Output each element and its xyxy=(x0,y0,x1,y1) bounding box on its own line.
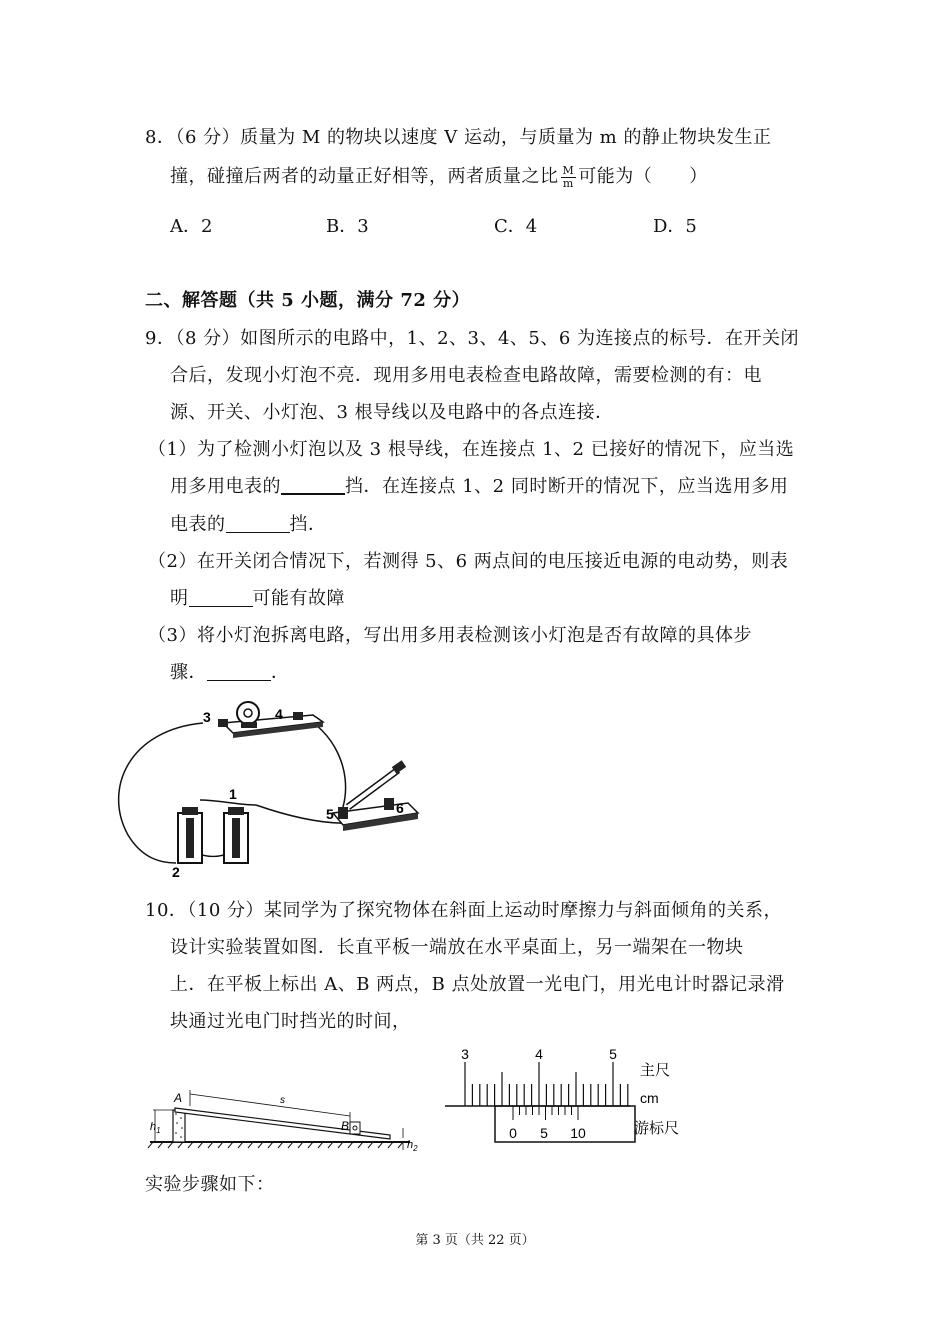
vernier-scale-label: 游标尺 xyxy=(634,1120,680,1137)
q9-p1-pre2: 电表的 xyxy=(170,514,226,535)
q9-p1-post: 挡．在连接点 1、2 同时断开的情况下，应当选用多用 xyxy=(345,476,789,497)
q8-line1 xyxy=(145,123,771,149)
battery-left-body xyxy=(186,818,194,858)
q8-line2 xyxy=(170,162,708,190)
q9-line2: 合后，发现小灯泡不亮．现用多用电表检查电路故障，需要检测的有：电 xyxy=(170,365,762,386)
label-b: B xyxy=(341,1119,350,1133)
q8-number: 8． xyxy=(145,127,176,148)
answer-blank-2[interactable] xyxy=(226,514,290,533)
label-a: A xyxy=(174,1091,183,1105)
q10-steps-label: 实验步骤如下： xyxy=(145,1174,275,1195)
vernier-tick-label-10: 10 xyxy=(570,1125,586,1141)
q9-p3-post: ． xyxy=(271,662,290,683)
label-h2: $h_2$ xyxy=(407,1139,418,1153)
frac-denominator: m xyxy=(562,176,574,190)
battery-right-cap xyxy=(228,807,244,815)
q9-part3-line1: （3）将小灯泡拆离电路，写出用多用表检测该小灯泡是否有故障的具体步 xyxy=(148,625,752,646)
q9-p2-pre: 明 xyxy=(170,588,189,609)
circuit-figure xyxy=(108,695,428,885)
answer-blank-4[interactable] xyxy=(207,662,271,681)
label-2: 2 xyxy=(172,864,180,880)
answer-blank-3[interactable] xyxy=(189,588,253,607)
label-s: s xyxy=(280,1095,285,1106)
q9-part1-line1: （1）为了检测小灯泡以及 3 根导线，在连接点 1、2 已接好的情况下，应当选 xyxy=(148,439,795,460)
answer-blank-1[interactable] xyxy=(281,475,345,495)
photogate xyxy=(350,1122,360,1134)
battery-left-cap xyxy=(182,807,198,815)
q8-option-a: A．2 xyxy=(170,216,213,237)
page-footer: 第 3 页（共 22 页） xyxy=(415,1233,535,1248)
q9-p2-post: 可能有故障 xyxy=(252,588,345,609)
lamp-filament xyxy=(244,709,252,717)
mass-ratio-fraction xyxy=(561,165,577,190)
q8-option-b: B．3 xyxy=(326,216,369,237)
main-tick-label-4: 4 xyxy=(535,1046,543,1062)
q9-part2-line2 xyxy=(170,584,345,610)
q8-text2: 撞，碰撞后两者的动量正好相等，两者质量之比 xyxy=(170,166,559,187)
lamp-base xyxy=(241,722,257,728)
terminal-5 xyxy=(338,807,348,819)
vernier-scale-ticks xyxy=(513,1106,578,1120)
q9-p3-pre: 骤． xyxy=(170,662,207,683)
wire-battery xyxy=(200,800,256,805)
main-tick-label-3: 3 xyxy=(461,1046,469,1062)
label-1: 1 xyxy=(229,786,237,802)
label-3: 3 xyxy=(203,709,211,725)
q8-text1: （6 分）质量为 M 的物块以速度 V 运动，与质量为 m 的静止物块发生正 xyxy=(175,127,772,148)
main-tick-label-5: 5 xyxy=(609,1046,617,1062)
battery-link xyxy=(202,855,224,857)
q8-text3: 可能为（ ） xyxy=(578,166,708,187)
q10-line2: 设计实验装置如图．长直平板一端放在水平桌面上，另一端架在一物块 xyxy=(170,937,744,958)
q9-line1 xyxy=(145,324,799,350)
vernier-tick-label-5: 5 xyxy=(540,1125,548,1141)
q8-option-d: D．5 xyxy=(653,216,697,237)
q10-line1 xyxy=(145,896,782,922)
vernier-caliper-figure xyxy=(440,1043,700,1155)
section2-title: 二、解答题（共 5 小题，满分 72 分） xyxy=(145,290,471,311)
q9-line3: 源、开关、小灯泡、3 根导线以及电路中的各点连接． xyxy=(170,402,614,423)
label-4: 4 xyxy=(275,706,283,722)
q9-number: 9． xyxy=(145,328,176,349)
q9-p1-pre: 用多用电表的 xyxy=(170,476,281,497)
support-block xyxy=(173,1110,185,1142)
q9-part3-line2 xyxy=(170,658,290,684)
q10-line3: 上．在平板上标出 A、B 两点，B 点处放置一光电门，用光电计时器记录滑 xyxy=(170,974,785,995)
main-scale-label: 主尺 xyxy=(640,1062,671,1079)
frac-numerator: M xyxy=(562,163,575,177)
q10-text1: （10 分）某同学为了探究物体在斜面上运动时摩擦力与斜面倾角的关系， xyxy=(187,900,783,921)
vernier-tick-label-0: 0 xyxy=(509,1125,517,1141)
q8-option-c: C．4 xyxy=(494,216,538,237)
terminal-3 xyxy=(218,719,228,727)
battery-right-body xyxy=(232,818,240,858)
main-scale-ticks xyxy=(465,1062,628,1106)
q9-p1-post2: 挡． xyxy=(289,514,327,535)
terminal-6 xyxy=(384,798,394,810)
q9-part2-line1: （2）在开关闭合情况下，若测得 5、6 两点间的电压接近电源的电动势，则表 xyxy=(148,551,789,572)
q9-part1-line2 xyxy=(170,472,788,498)
q9-text1: （8 分）如图所示的电路中，1、2、3、4、5、6 为连接点的标号．在开关闭 xyxy=(175,328,800,349)
q10-number: 10． xyxy=(145,900,188,921)
label-h1: $h_1$ xyxy=(150,1121,161,1135)
q10-line4: 块通过光电门时挡光的时间， xyxy=(170,1011,411,1032)
unit-label: cm xyxy=(640,1090,659,1106)
q9-part1-line3 xyxy=(170,510,327,536)
label-6: 6 xyxy=(396,800,404,816)
incline-figure xyxy=(145,1080,430,1155)
label-5: 5 xyxy=(326,806,334,822)
terminal-4 xyxy=(293,712,303,720)
